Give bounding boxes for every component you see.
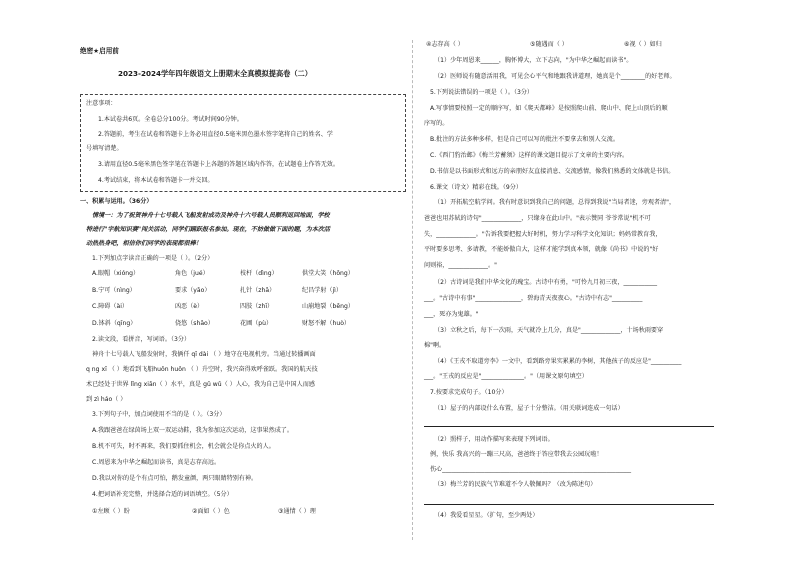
q3-option: D.我以对你的是个有点可怕，鹅发童颜，两只眼睛特别有神。 <box>92 475 258 482</box>
column-divider <box>412 40 413 540</box>
intro-line: 情境一：为了祝贺神舟十七号载人飞船发射成功及神舟十六号载人员顺利返回地面，学校 <box>92 212 330 219</box>
notice-item: 3.请用直径0.5毫米黑色签字笔在答题卡上各题的答题区域内作答，在试题卷上作答无效。 <box>98 161 339 168</box>
q6-line: （4）《王戎不取道旁李》一文中，看到路旁果实累累的李树，其他孩子的反应是"__________ <box>434 358 682 365</box>
q7-line: （1）屋子的内部设什么布置，屋子十分整洁。（用关联词连成一句话） <box>434 405 624 412</box>
section-heading: 一、积累与运用。（36分） <box>80 198 153 205</box>
q5-option: C.《西门豹治邺》《梅兰芳蓄须》这样的课文题目提示了文章的主要内容。 <box>430 152 629 159</box>
answer-line[interactable] <box>424 420 714 427</box>
q5-option: 序写的。 <box>424 120 449 127</box>
q6-line: ___，死亦为鬼雄。" <box>424 311 479 318</box>
q1-option: 花圃（pù） <box>240 320 273 327</box>
q2-line: 到 zì háo（ ） <box>86 396 127 403</box>
q1-option: 凶恶（è） <box>175 303 204 310</box>
q7-line: 例，快乐 我高兴的一蹦三尺高，爸爸终于答应带我去公园玩啦！ <box>430 451 603 458</box>
q6-line: 棉"啊。 <box>424 342 446 349</box>
q5-option: B.批注的方法多种多样，但是自己可以写的批注不要拿去和别人交流。 <box>430 136 619 143</box>
answer-line[interactable] <box>424 498 714 505</box>
notice-item: 2.答题前，考生在试卷和答题卡上务必用直径0.5毫米黑色墨水签字笔将自己的姓名、学 <box>98 131 333 138</box>
secret-label: 绝密★启用前 <box>80 47 119 55</box>
q3-option: B.机不可失，时不再来，我们要抓住机会，机会就会是你点火的人。 <box>92 443 275 450</box>
notice-item: 1.本试卷共6页。全卷总分100分。考试时间90分钟。 <box>98 116 243 123</box>
q5-option: D.书信是以书面形式和远方的亲朋好友直接消息、交流感情，像我们熟悉的文体就是书信。 <box>430 168 675 175</box>
q7-line: 伤心______________________________________________________________ <box>430 466 632 473</box>
q6-line: 失，_____________。"告诉我要把握大好时机，努力学习科学文化知识；妈妈常教育我， <box>424 231 662 238</box>
q1-option: 要求（yāo） <box>175 287 211 294</box>
q7-stem: 7.按要求完成句子。（10分） <box>430 389 508 396</box>
q1-option: 侥悠（shāo） <box>175 320 214 327</box>
q4-item: ③通情（ ）理 <box>278 508 316 515</box>
q1-option: 纪昌学射（jì） <box>302 287 342 294</box>
q4-item: ①左顾（ ）盼 <box>92 508 130 515</box>
q1-option: 供堂大笑（hōng） <box>302 270 354 277</box>
q7-line: （2）照样子，用动作描写来表现下列词语。 <box>434 436 554 443</box>
q1-option: 角色（jué） <box>175 270 209 277</box>
q1-option: 四肢（zhī） <box>240 303 274 310</box>
q7-line: （4）我爱看星星。（扩句，至少两处） <box>434 512 539 519</box>
intro-line: 特进行"宇航知识赛"闯关活动，同学们踊跃报名参加。现在，不妨做做下面的题，为本次活 <box>86 226 331 233</box>
q6-line: 爸爸也用苏轼的诗句"_____________，只缘身在此山中。"表示赞同 爷爷常说"机不可 <box>424 215 651 222</box>
q6-line: 平时要多思考、多请教，不能娇傲自大，这样才能学到真本领，就像《尚书》中说的"好 <box>424 246 659 253</box>
q2-stem: 2.读文段，看拼音，写词语。（3分） <box>92 336 191 343</box>
q6-line: （1）开拓航空航学问。我有时意识到我自己的问题，总得到我说"当局者迷，旁观者清"， <box>434 199 676 206</box>
intro-line: 动热热身吧，相信你们同学的表现都很棒！ <box>86 240 202 247</box>
q3-stem: 3.下列句子中，加点词使用不当的是（ ）。（3分） <box>92 411 226 418</box>
q6-line: 问则裕，_____________。" <box>424 262 497 269</box>
q1-stem: 1.下列加点字读音正确的一项是（ ）。（2分） <box>92 255 214 262</box>
q2-line: 术已经处于世界 lǐng xiān（ ）水平，真是 gǔ wǔ（ ）人心，我为自己是中国人而感 <box>86 381 315 388</box>
q4-item: ⑤随遇而（ ） <box>530 41 568 48</box>
q6-stem: 6.课文（诗文）精彩在线。（9分） <box>430 184 522 191</box>
q1-option: 枝杆（dìng） <box>240 270 278 277</box>
q4-item: ⑥视（ ）如归 <box>624 41 662 48</box>
notice-heading: 注意事项： <box>86 100 117 107</box>
q4-sub: （2）医师说有随意活用我，可见会心平气和地跟我讲道理，她真是个________的好老师。 <box>434 73 676 80</box>
exam-title: 2023-2024学年四年级语文上册期末全真模拟提高卷（二） <box>118 69 312 78</box>
q1-option: 扎针（zhā） <box>240 287 276 294</box>
q1-option: 财怒不解（huò） <box>302 320 351 327</box>
notice-item: 号填写清楚。 <box>86 145 123 152</box>
q1-option: D.钵斜（qīng） <box>92 320 137 327</box>
notice-item: 4.考试结束，将本试卷和答题卡一并交回。 <box>98 177 214 184</box>
q1-option: C.障碍（ài） <box>92 303 128 310</box>
q3-option: C.周恩来为中华之崛起而读书，真是志存高远。 <box>92 459 221 466</box>
q6-line: ___。"古诗中有事"_______________，碧海青天夜夜心。"古诗中有志"__________ <box>424 295 643 302</box>
q2-line: q ng xī （ ）地看到飞船huǒn huǒn （ ）升空时，我兴奋得欢呼雀跃。我国的航天技 <box>86 366 318 373</box>
q6-line: ___。"王戎的反应是"______________。"（用课文原句填空） <box>424 373 588 380</box>
q5-option: A.写事情要按照一定的顺序写，如《爬天都峰》是按照爬山前、爬山中、爬上山顶后的顺 <box>430 105 668 112</box>
q5-stem: 5.下列说法错误的一项是（ ）。（3分） <box>430 89 534 96</box>
q1-option: A.眼帽（xióng） <box>92 270 140 277</box>
q7-line: （3）梅兰芳的民族气节难道不令人敬佩吗？（改为陈述句） <box>434 481 597 488</box>
q4-sub: （1）少年周恩来______，胸怀博大，立下志向，"为中华之崛起而读书"。 <box>434 57 633 64</box>
q1-option: B.宁可（nìng） <box>92 287 136 294</box>
q4-item: ②面如（ ）色 <box>192 508 230 515</box>
q6-line: （3）立秋之后，每下一次雨，天气就冷上几分，真是"_____________，十场秋雨要穿 <box>434 327 664 334</box>
q3-option: A.我跟爸爸在绿茵场上双一双运动鞋，我为参加这次运动，这事果然成了。 <box>92 427 293 434</box>
q2-line: 神舟十七号载人飞船发射时，我俩仟 qī dài （ ）地守在电视机旁。当通过转播画面 <box>92 351 316 358</box>
q1-option: 山崩地裂（bēng） <box>302 303 354 310</box>
q6-line: （2）古诗词是我们中华文化的瑰宝。古诗中有勇，"可怜九月初三夜，___________ <box>434 279 658 286</box>
q4-item: ④志存高（ ） <box>426 41 464 48</box>
q4-stem: 4.把词语补充完整，并选择合适的词语填空。（5分） <box>92 491 233 498</box>
